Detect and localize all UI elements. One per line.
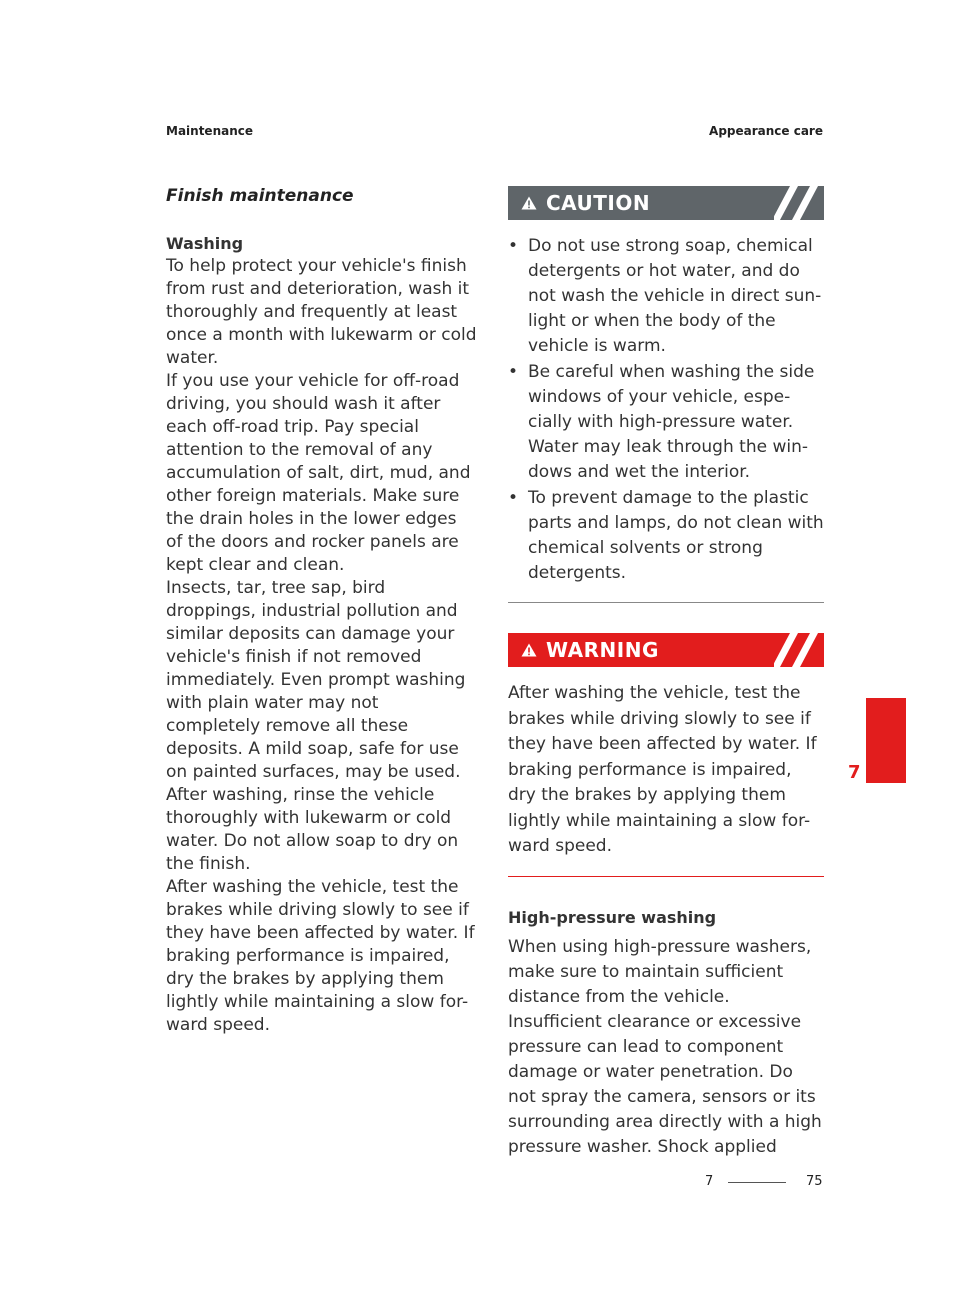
footer-divider <box>728 1182 786 1183</box>
warning-triangle-icon <box>516 196 542 210</box>
running-header-topic: Appearance care <box>709 124 823 138</box>
right-column <box>508 186 824 1160</box>
washing-subtitle: Washing <box>166 234 244 253</box>
banner-stripes <box>774 186 818 220</box>
warning-banner <box>508 633 824 667</box>
caution-item: • Be careful when washing the side windows of your vehicle, espe-cially with high-pressure water. Water may leak through the win-dows and wet the interior. <box>508 360 824 485</box>
caution-label: CAUTION <box>546 191 651 215</box>
body-paragraph: If you use your vehicle for off-road driving, you should wash it after each off-road trip. Pay special attention to the removal of any accumulation of salt, dirt, mud, and other foreign materials. Make sure the drain holes in the lower edges of the doors and rocker panels are kept clear and clean. <box>166 371 471 575</box>
chapter-tab <box>866 698 906 783</box>
chapter-tab-number: 7 <box>848 762 861 783</box>
body-paragraph: After washing, rinse the vehicle thoroughly with lukewarm or cold water. Do not allow soap to dry on the finish. <box>166 785 459 874</box>
caution-banner <box>508 186 824 220</box>
body-paragraph: After washing the vehicle, test the brakes while driving slowly to see if they have been affected by water. If braking performance is impaired, dry the brakes by applying them lightly while maintaining a slow for-ward speed. <box>166 877 475 1035</box>
warning-end-rule <box>508 876 824 877</box>
warning-label: WARNING <box>546 638 659 662</box>
body-paragraph: To help protect your vehicle's finish from rust and deterioration, wash it thoroughly and frequently at least once a month with lukewarm or cold water. <box>166 256 477 368</box>
section-title: Finish maintenance <box>166 186 354 206</box>
warning-triangle-icon <box>516 643 542 657</box>
footer-chapter-number: 7 <box>705 1174 714 1189</box>
footer-page-number: 75 <box>806 1174 823 1189</box>
caution-item: • Do not use strong soap, chemical detergents or hot water, and do not wash the vehicle in direct sun-light or when the body of the vehicle is warm. <box>508 234 824 359</box>
warning-text: After washing the vehicle, test the brakes while driving slowly to see if they have been affected by water. If braking performance is impaired, dry the brakes by applying them lightly while maintaining a slow for-ward speed. <box>508 683 817 856</box>
caution-list <box>508 234 824 586</box>
body-paragraph: Insects, tar, tree sap, bird droppings, industrial pollution and similar deposits can damage your vehicle's finish if not removed immediately. Even prompt washing with plain water may not completely remove all these deposits. A mild soap, safe for use on painted surfaces, may be used. <box>166 578 466 782</box>
banner-stripes <box>774 633 818 667</box>
left-column <box>166 186 478 1037</box>
caution-end-rule <box>508 602 824 603</box>
caution-item: • To prevent damage to the plastic parts and lamps, do not clean with chemical solvents or strong detergents. <box>508 486 824 586</box>
running-header-section: Maintenance <box>166 124 254 138</box>
high-pressure-subtitle: High-pressure washing <box>508 907 717 927</box>
high-pressure-text: When using high-pressure washers, make sure to maintain sufficient distance from the vehicle. Insufficient clearance or excessive pressure can lead to component damage or water penetration. Do not spray the camera, sensors or its surrounding area directly with a high pressure washer. Shock applied <box>508 936 822 1157</box>
